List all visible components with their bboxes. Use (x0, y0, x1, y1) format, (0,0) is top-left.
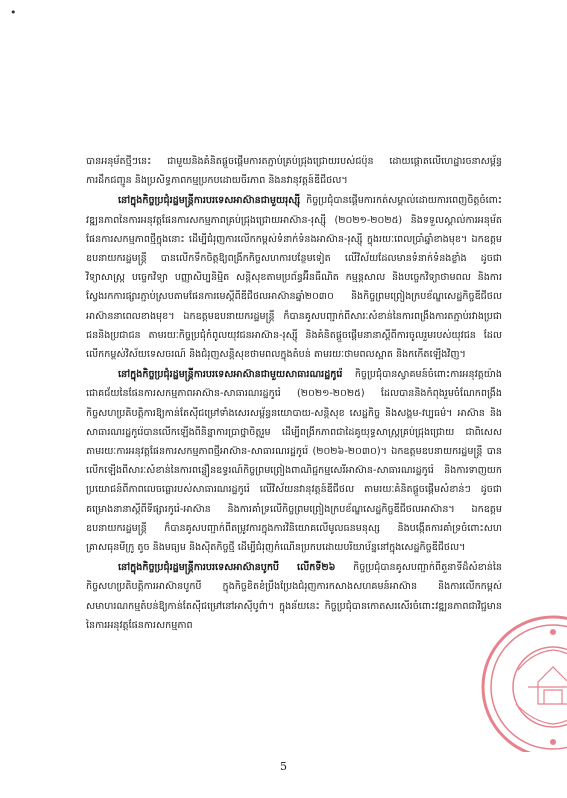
paragraph-lead: នៅក្នុងកិច្ចប្រជុំរដ្ឋមន្ត្រីការបរទេសអាស៊ានបូកបី លើកទី២៦ (118, 562, 336, 574)
paragraph-text: កិច្ចប្រជុំបានស្វាគមន៍ចំពោះការអនុវត្តយ៉ាងជោគជ័យនៃផែនការសកម្មភាពអាស៊ាន-សាធារណរដ្ឋកូរ៉េ (២០២១-២០២៥) ដែលបាននិងកំពុងរួមចំណែកពង្រឹងកិច្ចសហប្រតិបត្តិការឱ្យកាន់តែស៊ីជម្រៅទាំងសេរសម្ព័ន្ធនយោបាយ-សន្តិសុខ សេដ្ឋកិច្ច និងសង្គម-វប្បធម៌។ អាស៊ាន និងសាធារណរដ្ឋកូរ៉េបានលើកឡើងពីនិន្នាការប្រាថ្នាចិត្តរួម ដើម្បីពង្រីកភាពជាដៃគូយុទ្ធសាស្ត្រគ្រប់ជ្រុងជ្រោយ ជាពិសេសតាមរយៈការអនុវត្តផែនការសកម្មភាពថ្មីអាស៊ាន-សាធារណរដ្ឋកូរ៉េ (២០២៦-២០៣០)។ ឯកឧត្តមឧបនាយករដ្ឋមន្ត្រី បានលើកឡើងពីសារៈសំខាន់នៃការពន្លឿនឧទ្ធរណ៍កិច្ចព្រមព្រៀងពាណិជ្ជកម្មសេរីអាស៊ាន-សាធារណរដ្ឋកូរ៉េ និងការទាញយកប្រយោជន៍ពីភាពលេចធ្លោរបស់សាធារណរដ្ឋកូរ៉េ លើវិស័យនវានុវត្តន៍ឌីជីថល តាមរយៈគំនិតផ្ដួចផ្ដើមសំខាន់ៗ ដូចជា គម្រោងនានាស្ដីពីទីផ្សារកូរ៉េ-អាស៊ាន និងការគាំទ្រលើកិច្ចព្រមព្រៀងក្របខ័ណ្ឌសេដ្ឋកិច្ចឌីជីថលអាស៊ាន។ ឯកឧត្តមឧបនាយករដ្ឋមន្ត្រី ក៏បានគូសបញ្ជាក់ពីតម្រូវការក្នុងការវិនិយោគលើមូលធនមនុស្ស និងបង្កើតការគាំទ្រចំពោះសហគ្រាសធុនមីក្រូ តូច និងមធ្យម និងស៊ិតកិច្ចថ្មី ដើម្បីជំរុញកំណើនប្រកបដោយបរិយាប័ន្ននៅក្នុងសេដ្ឋកិច្ចឌីជីថល។ (86, 369, 502, 554)
paragraph-apt (86, 558, 502, 635)
paragraph-text: កិច្ចប្រជុំបានគូសបញ្ជាក់ពីតួនាទីដ៏សំខាន់នៃកិច្ចសហប្រតិបត្តិការអាស៊ានបូកបី ក្នុងកិច្ចខិតខំប្រឹងប្រែងជំរុញការកសាងសហគមន៍អាស៊ាន និងការលើកកម្ពស់សមាហរណកម្មតំបន់ឱ្យកាន់តែស៊ីជម្រៅនៅអាស៊ីបូព៌ា។ ក្នុងន័យនេះ កិច្ចប្រជុំបានកោតសរសើរចំពោះវឌ្ឍនភាពជាវិជ្ជមាន នៃការអនុវត្តផែនការសកម្មភាព (86, 562, 502, 631)
document-body (86, 152, 502, 636)
paragraph-1 (86, 152, 502, 190)
paragraph-lead: នៅក្នុងកិច្ចប្រជុំរដ្ឋមន្ត្រីការបរទេសអាស៊ានជាមួយរុស្ស៊ី (118, 195, 301, 207)
seal-icon (478, 612, 567, 752)
paragraph-text: បានអនុម័តថ្មីៗនេះ ជាមួយនិងគំនិតផ្ដួចផ្ដើមការតភ្ជាប់គ្រប់ជ្រុងជ្រោយរបស់ជប៉ុន ដោយផ្ដោតលើហេដ្ឋារចនាសម្ព័ន្ធ ការដឹកជញ្ជូន និងប្រសិទ្ធភាពកម្មប្រកបដោយចីរភាព និងនវានុវត្តន៍ឌីជីថល។ (86, 156, 502, 187)
page-number: 5 (280, 760, 287, 773)
paragraph-korea (86, 365, 502, 557)
paragraph-text: កិច្ចប្រជុំបានផ្ដើមការកត់សម្គាល់ដោយការពេញចិត្តចំពោះវឌ្ឍនភាពនៃការអនុវត្តផែនការសកម្មភាពគ្រប់ជ្រុងជ្រោយអាស៊ាន-រុស្ស៊ី (២០២១-២០២៥) និងទទួលស្គាល់ការអនុម័តផែនការសកម្មភាពថ្មីក្នុងនោះ ដើម្បីជំរុញការលើកកម្ពស់ទំនាក់ទំនងអាស៊ាន-រុស្ស៊ី ក្នុងរយៈពេលប្រាំឆ្នាំខាងមុខ។ ឯកឧត្តមឧបនាយករដ្ឋមន្ត្រី បានលើកទឹកចិត្តឱ្យពង្រីកកិច្ចសហការបន្ថែមទៀត លើវិស័យដែលមានទំនាក់ទំនងខ្លាំង ដូចជា វិទ្យាសាស្ត្រ បច្ចេកវិទ្យា បញ្ញាសិប្បនិម្មិត សន្តិសុខតាមប្រព័ន្ធអ៊ីនធឺណិត កម្មន្តសាល និងបច្ចេកវិទ្យាថាមពល និងការស្វែងរកការផ្សារភ្ជាប់ស្របតាមផែនការមេស្ដីពីឌីជីថលអាស៊ានឆ្នាំ២០៣០ និងកិច្ចព្រមព្រៀងក្របខ័ណ្ឌសេដ្ឋកិច្ចឌីជីថលអាស៊ាននាពេលខាងមុខ។ ឯកឧត្តមឧបនាយករដ្ឋមន្ត្រី ក៏បានគូសបញ្ជាក់ពីសារៈសំខាន់នៃការពង្រឹងការតភ្ជាប់រវាងប្រជាជននិងប្រជាជន តាមរយៈកិច្ចប្រជុំកំពូលយុវជនអាស៊ាន-រុស្ស៊ី និងគំនិតផ្ដួចផ្ដើមនានាស្ដីពីការចូលរួមរបស់យុវជន ដែលលើកកម្ពស់វិស័យទេសចរណ៍ និងជំរុញសន្តិសុខថាមពលក្នុងតំបន់ តាមរយៈថាមពលស្អាត និងកកើតឡើងវិញ។ (86, 195, 502, 361)
official-seal-stamp (478, 612, 567, 752)
paragraph-lead: នៅក្នុងកិច្ចប្រជុំរដ្ឋមន្ត្រីការបរទេសអាស៊ានជាមួយសាធារណរដ្ឋកូរ៉េ (118, 369, 343, 381)
corner-mark: • (10, 6, 17, 19)
paragraph-russia (86, 191, 502, 364)
